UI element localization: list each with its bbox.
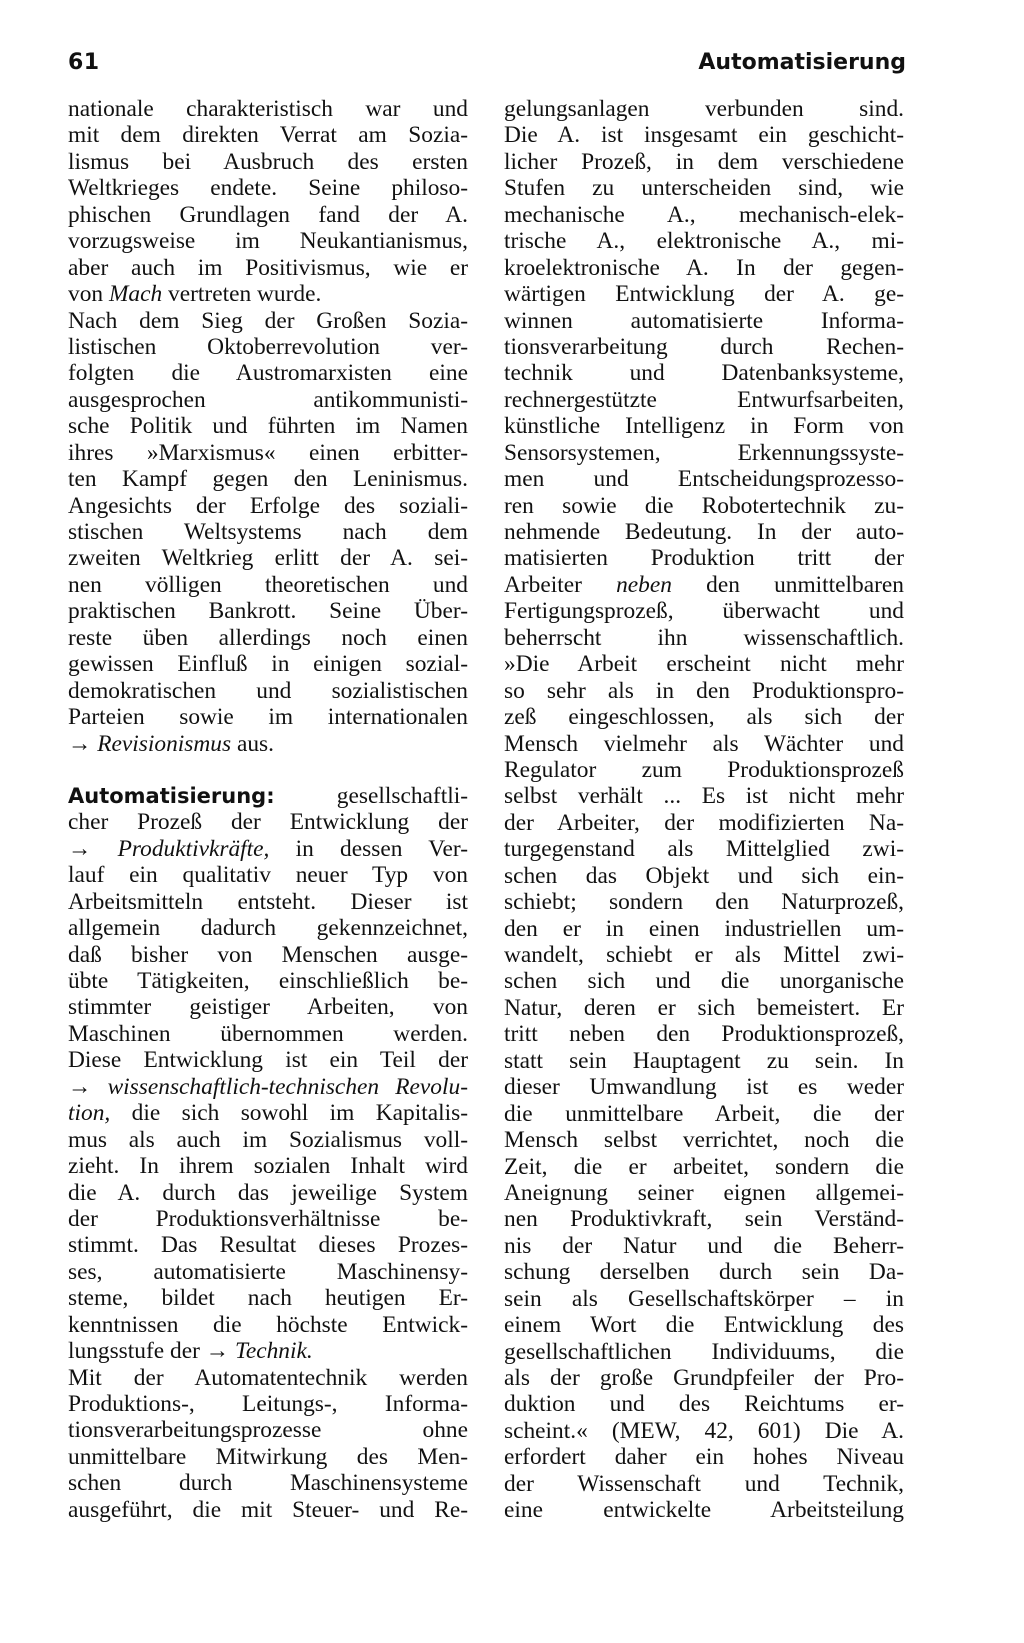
text-line <box>68 1074 468 1100</box>
text-line: zieht. In ihrem sozialen Inhalt wird <box>68 1153 468 1180</box>
text-line: von Mach vertreten wurde. <box>68 281 322 308</box>
emphasis: neben <box>616 571 672 598</box>
text-line: der Wissenschaft und Technik, <box>504 1470 904 1497</box>
text-line: sche Politik und führten im Namen <box>68 413 468 440</box>
text-line: reste üben allerdings noch einen <box>68 624 468 651</box>
text-line: wandelt, schiebt er als Mittel zwi- <box>504 942 904 968</box>
text-line: dieser Umwandlung ist es weder <box>504 1074 904 1101</box>
text-line: Fertigungsprozeß, überwacht und <box>504 598 904 625</box>
text-line: so sehr als in den Produktionspro- <box>504 677 904 704</box>
text-line: die unmittelbare Arbeit, die der <box>504 1100 904 1127</box>
text-line: künstliche Intelligenz in Form von <box>504 413 904 440</box>
text-line: duktion und des Reichtums er- <box>504 1391 904 1418</box>
text-line: schiebt; sondern den Naturprozeß, <box>504 889 904 916</box>
text-line: tionsverarbeitungsprozesse ohne <box>68 1417 468 1444</box>
text-line: nationale charakteristisch war und <box>68 96 468 122</box>
text-line: nis der Natur und die Beherr- <box>504 1232 904 1259</box>
text-line: ausgesprochen antikommunisti- <box>68 386 468 413</box>
text-line: »Die Arbeit erscheint nicht mehr <box>504 651 904 678</box>
text-line: men und Entscheidungsprozesso- <box>504 466 904 493</box>
text-line: turgegenstand als Mittelglied zwi- <box>504 836 904 863</box>
text-line: Diese Entwicklung ist ein Teil der <box>68 1047 468 1074</box>
text-line: mus als auch im Sozialismus voll- <box>68 1126 468 1153</box>
text-line: Natur, deren er sich bemeistert. Er <box>504 994 904 1021</box>
text-line: winnen automatisierte Informa- <box>504 307 904 334</box>
text-line: Die A. ist insgesamt ein geschicht- <box>504 122 904 149</box>
text-line: mit dem direkten Verrat am Sozia- <box>68 122 468 149</box>
cross-reference: wissenschaftlich-technischen Revolu- <box>107 1073 468 1100</box>
cross-reference: Technik. <box>234 1338 313 1365</box>
text-line: tionsverarbeitung durch Rechen- <box>504 333 904 360</box>
text-line: tritt neben den Produktionsprozeß, <box>504 1021 904 1048</box>
text-line: praktischen Bankrott. Seine Über- <box>68 598 468 625</box>
text-line: statt sein Hauptagent zu sein. In <box>504 1047 904 1074</box>
running-title: Automatisierung <box>698 50 906 75</box>
text-line: steme, bildet nach heutigen Er- <box>68 1285 468 1312</box>
text-line: sein als Gesellschaftskörper – in <box>504 1285 904 1312</box>
text-line: schen sich und die unorganische <box>504 968 904 995</box>
text-line: als der große Grundpfeiler der Pro- <box>504 1365 904 1391</box>
text-line: stischen Weltsystems nach dem <box>68 519 468 545</box>
cross-reference: tion, <box>68 1100 111 1127</box>
cross-reference: Mach <box>108 281 163 308</box>
text-line: listischen Oktoberrevolution ver- <box>68 333 468 360</box>
text-line: schen das Objekt und sich ein- <box>504 862 904 889</box>
text-line: Arbeiter neben den unmittelbaren <box>504 571 904 598</box>
text-line: erfordert daher ein hohes Niveau <box>504 1444 904 1471</box>
text-line: Mensch vielmehr als Wächter und <box>504 730 904 757</box>
text-line: Nach dem Sieg der Großen Sozia- <box>68 307 468 334</box>
text-line: unmittelbare Mitwirkung des Men- <box>68 1443 468 1470</box>
text-line: aber auch im Positivismus, wie er <box>68 254 468 281</box>
text-line: nen Produktivkraft, sein Verständ- <box>504 1206 904 1233</box>
text-line: stimmt. Das Resultat dieses Prozes- <box>68 1232 468 1259</box>
text-line: eine entwickelte Arbeitsteilung <box>504 1497 904 1524</box>
left-column <box>68 96 468 1523</box>
text-line: trische A., elektronische A., mi- <box>504 228 904 255</box>
text-line: stimmter geistiger Arbeiten, von <box>68 994 468 1021</box>
arrow-icon: → <box>68 730 98 757</box>
text-line: vorzugsweise im Neukantianismus, <box>68 228 468 255</box>
text-line: Sensorsystemen, Erkennungssyste- <box>504 439 904 466</box>
text-line: wärtigen Entwicklung der A. ge- <box>504 281 904 308</box>
text-line: lungsstufe der → Technik. <box>68 1338 313 1365</box>
text-line: phischen Grundlagen fand der A. <box>68 201 468 228</box>
arrow-icon: → <box>68 835 118 862</box>
text-line: matisierten Produktion tritt der <box>504 545 904 572</box>
cross-reference: Produktivkräfte, <box>117 835 270 862</box>
text-line: ten Kampf gegen den Leninismus. <box>68 466 468 493</box>
entry-keyword: Automatisierung: <box>68 783 275 808</box>
arrow-icon: → <box>68 1073 108 1100</box>
text-line: kroelektronische A. In der gegen- <box>504 254 904 281</box>
text-line: Weltkrieges endete. Seine philoso- <box>68 175 468 202</box>
text-line: Arbeitsmitteln entsteht. Dieser ist <box>68 888 468 915</box>
page-number: 61 <box>68 50 100 75</box>
text-line: licher Prozeß, in dem verschiedene <box>504 148 904 175</box>
text-line: → Revisionismus aus. <box>68 730 274 757</box>
text-line: den er in einen industriellen um- <box>504 915 904 942</box>
text-line: beherrscht ihn wissenschaftlich. <box>504 624 904 651</box>
text-line: Mensch selbst verrichtet, noch die <box>504 1127 904 1154</box>
text-line: Maschinen übernommen werden. <box>68 1020 468 1047</box>
text-line: lismus bei Ausbruch des ersten <box>68 148 468 175</box>
text-line: → Produktivkräfte, in dessen Ver- <box>68 835 468 862</box>
text-line: rechnergestützte Entwurfsarbeiten, <box>504 386 904 413</box>
text-line: ausgeführt, die mit Steuer- und Re- <box>68 1496 468 1523</box>
text-line: tion, die sich sowohl im Kapitalis- <box>68 1100 468 1127</box>
text-line: schen durch Maschinensysteme <box>68 1470 468 1497</box>
text-line: demokratischen und sozialistischen <box>68 677 468 704</box>
text-line: Mit der Automatentechnik werden <box>68 1364 468 1391</box>
text-line: selbst verhält ... Es ist nicht mehr <box>504 783 904 810</box>
text-line: gewissen Einfluß in einigen sozial- <box>68 651 468 678</box>
text-line: allgemein dadurch gekennzeichnet, <box>68 915 468 942</box>
text-line: der Produktionsverhältnisse be- <box>68 1205 468 1232</box>
text-line: übte Tätigkeiten, einschließlich be- <box>68 968 468 994</box>
text-line: gelungsanlagen verbunden sind. <box>504 96 904 122</box>
text-line: daß bisher von Menschen ausge- <box>68 941 468 968</box>
text-line: einem Wort die Entwicklung des <box>504 1312 904 1339</box>
text-line: die A. durch das jeweilige System <box>68 1179 468 1206</box>
text-line: mechanische A., mechanisch-elek- <box>504 201 904 228</box>
text-line: nehmende Bedeutung. In der auto- <box>504 519 904 545</box>
text-line: gesellschaftlichen Individuums, die <box>504 1338 904 1365</box>
right-column <box>504 96 904 1524</box>
text-line: Aneignung seiner eignen allgemei- <box>504 1179 904 1206</box>
text-line: lauf ein qualitativ neuer Typ von <box>68 862 468 889</box>
arrow-icon: → <box>205 1338 235 1365</box>
text-line: zweiten Weltkrieg erlitt der A. sei- <box>68 545 468 572</box>
text-line: Zeit, die er arbeitet, sondern die <box>504 1153 904 1180</box>
text-line: Regulator zum Produktionsprozeß <box>504 756 904 783</box>
text-line: cher Prozeß der Entwicklung der <box>68 809 468 836</box>
text-line: der Arbeiter, der modifizierten Na- <box>504 809 904 836</box>
text-line: technik und Datenbanksysteme, <box>504 360 904 387</box>
text-line: ren sowie die Robotertechnik zu- <box>504 492 904 519</box>
text-line: Parteien sowie im internationalen <box>68 704 468 731</box>
text-line: Produktions-, Leitungs-, Informa- <box>68 1391 468 1417</box>
entry-heading-line: Automatisierung: gesellschaftli- <box>68 782 468 809</box>
text-line: schung derselben durch sein Da- <box>504 1259 904 1286</box>
text-line: scheint.« (MEW, 42, 601) Die A. <box>504 1417 904 1444</box>
text-line: Angesichts der Erfolge des soziali- <box>68 492 468 519</box>
cross-reference: Revisionismus <box>97 730 232 757</box>
text-line: nen völligen theoretischen und <box>68 571 468 598</box>
text-line: Stufen zu unterscheiden sind, wie <box>504 175 904 202</box>
paragraph-gap <box>68 757 468 783</box>
text-line: kenntnissen die höchste Entwick- <box>68 1311 468 1338</box>
text-line: ihres »Marxismus« einen erbitter- <box>68 439 468 466</box>
text-line: ses, automatisierte Maschinensy- <box>68 1258 468 1285</box>
text-line: zeß eingeschlossen, als sich der <box>504 704 904 731</box>
text-line: folgten die Austromarxisten eine <box>68 360 468 387</box>
